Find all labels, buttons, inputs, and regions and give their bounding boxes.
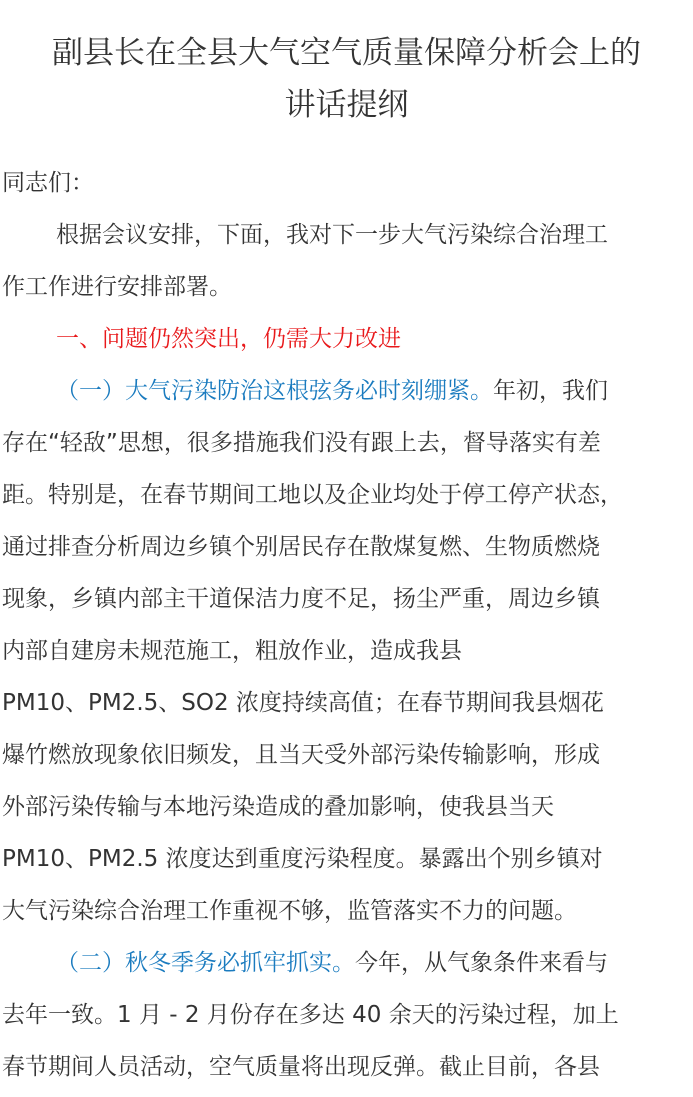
intro-paragraph-line: 作工作进行安排部署。	[2, 274, 232, 300]
paragraph-line: 爆竹燃放现象依旧频发，且当天受外部污染传输影响，形成	[2, 742, 600, 768]
paragraph-line: 内部自建房未规范施工，粗放作业，造成我县	[2, 638, 462, 664]
paragraph-line	[56, 945, 608, 981]
paragraph-line: 春节期间人员活动，空气质量将出现反弹。截止目前，各县	[2, 1054, 600, 1080]
paragraph-line: PM10、PM2.5、SO2 浓度持续高值；在春节期间我县烟花	[2, 690, 604, 716]
paragraph-line: 大气污染综合治理工作重视不够，监管落实不力的问题。	[2, 898, 577, 924]
subsection-heading-2: （二）秋冬季务必抓牢抓实。	[56, 950, 355, 976]
intro-paragraph-line: 根据会议安排，下面，我对下一步大气污染综合治理工	[56, 222, 608, 248]
greeting: 同志们：	[2, 170, 94, 196]
paragraph-line: 通过排查分析周边乡镇个别居民存在散煤复燃、生物质燃烧	[2, 534, 600, 560]
paragraph-line: 存在“轻敌”思想，很多措施我们没有跟上去，督导落实有差	[2, 430, 601, 456]
paragraph-text: 今年，从气象条件来看与	[355, 950, 608, 976]
paragraph-line: 距。特别是，在春节期间工地以及企业均处于停工停产状态，	[2, 482, 623, 508]
paragraph-line: PM10、PM2.5 浓度达到重度污染程度。暴露出个别乡镇对	[2, 846, 603, 872]
paragraph-line: 外部污染传输与本地污染造成的叠加影响，使我县当天	[2, 794, 554, 820]
paragraph-line: 现象，乡镇内部主干道保洁力度不足，扬尘严重，周边乡镇	[2, 586, 600, 612]
paragraph-line	[56, 373, 608, 409]
section-heading-1: 一、问题仍然突出，仍需大力改进	[56, 326, 401, 352]
paragraph-line: 去年一致。1 月 - 2 月份存在多达 40 余天的污染过程，加上	[2, 1002, 619, 1028]
document-title-line1: 副县长在全县大气空气质量保障分析会上的	[52, 35, 641, 71]
paragraph-text: 年初，我们	[493, 378, 608, 404]
document-title-line2: 讲话提纲	[284, 87, 409, 123]
subsection-heading-1: （一）大气污染防治这根弦务必时刻绷紧。	[56, 378, 493, 404]
